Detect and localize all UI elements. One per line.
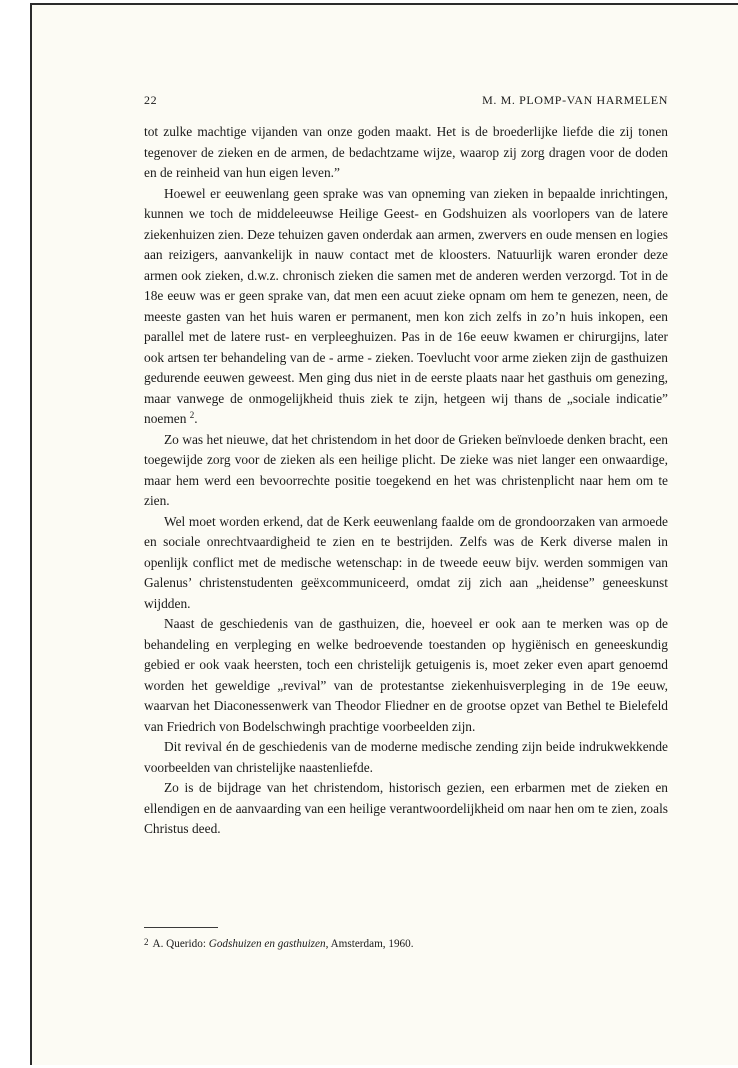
footnote-rest: Amsterdam, 1960. [330, 938, 414, 950]
paragraph [144, 737, 668, 778]
paragraph [144, 430, 668, 512]
paragraph-text: Wel moet worden erkend, dat de Kerk eeuwenlang faalde om de grondoorzaken van armoede en sociale onrechtvaardigheid te zien en te bestrijden. Zelfs was de Kerk diverse malen in openlijk conflict met de medische wetenschap: in de tweede eeuw bijv. werden sommigen van Galenus’ christenstudenten geëxcommuniceerd, omdat zij zich aan „heidense” geneeskunst wijdden. [144, 513, 668, 611]
paragraph-text: tot zulke machtige vijanden van onze goden maakt. Het is de broederlijke liefde die zij tonen tegenover de zieken en de armen, de bedachtzame wijze, waarop zij zorg dragen voor de doden en de reinheid van hun eigen leven.” [144, 124, 668, 180]
paragraph [144, 512, 668, 615]
running-head: M. M. PLOMP-VAN HARMELEN [482, 93, 668, 107]
footnote-title: Godshuizen en gasthuizen, [208, 938, 329, 950]
paragraph-end: . [194, 411, 198, 426]
page-number: 22 [144, 93, 158, 107]
paragraph [144, 122, 668, 184]
paragraph-text: Zo was het nieuwe, dat het christendom in het door de Grieken beïnvloede denken bracht, een toegewijde zorg voor de zieken als een heilige plicht. De zieke was niet langer een onwaardige, maar hem werd een bevoorrechte positie toegekend en het was christenplicht naar hem om te zien. [144, 431, 668, 508]
paragraph-text: Zo is de bijdrage van het christendom, historisch gezien, een erbarmen met de zieken en ellendigen en de aanvaarding van een heilige verantwoordelijkheid om naar hen om te zien, zoals Christus deed. [144, 780, 668, 836]
paragraph [144, 614, 668, 737]
page-header [144, 93, 668, 111]
paragraph-text: Dit revival én de geschiedenis van de moderne medische zending zijn beide indrukwekkende voorbeelden van christelijke naastenliefde. [144, 739, 668, 775]
footnote-divider [144, 927, 218, 928]
footnote-reference: 2 [189, 410, 195, 420]
body-text [144, 122, 668, 840]
footnote-mark: 2 [144, 937, 149, 947]
footnote [144, 934, 668, 952]
paragraph-text: Naast de geschiedenis van de gasthuizen, die, hoeveel er ook aan te merken was op de behandeling en verpleging en welke bedroevende toestanden op hygiënisch en geneeskundig gebied er ook vaak heersten, toch een christelijk getuigenis is, moet zeker even apart genoemd worden het geweldige „revival” van de protestantse ziekenhuisverpleging in de 19e eeuw, waarvan het Diaconessenwerk van Theodor Fliedner en de grootse opzet van Bethel te Bielefeld van Friedrich von Bodelschwingh prachtige voorbeelden zijn. [144, 616, 668, 734]
paragraph-text: Hoewel er eeuwenlang geen sprake was van opneming van zieken in bepaalde inrichtingen, kunnen we toch de middeleeuwse Heilige Geest- en Godshuizen als voorlopers van de latere ziekenhuizen zien. Deze tehuizen gaven onderdak aan armen, zwervers en oude mensen en logies aan reizigers, aanvankelijk in nauw contact met de kloosters. Natuurlijk waren eronder deze armen ook zieken, d.w.z. chronisch zieken die samen met de anderen werden verzorgd. Tot in de 18e eeuw was er geen sprake van, dat men een acuut zieke opnam om hem te genezen, neen, de meeste gasten van het huis waren er permanent, men kon zich zelfs in zo’n huis inkopen, een parallel met de latere rust- en verpleeghuizen. Pas in de 16e eeuw kwamen er chirurgijns, later ook artsen ter behandeling van de - arme - zieken. Toevlucht voor arme zieken zijn de gasthuizen gedurende eeuwen geweest. Men ging dus niet in de eerste plaats naar het gasthuis om genezing, maar vanwege de onmogelijkheid thuis ziek te zijn, hetgeen wij thans de „sociale indicatie” noemen [144, 185, 668, 426]
paragraph [144, 778, 668, 840]
footnote-author: A. Querido: [152, 938, 206, 950]
paragraph [144, 184, 668, 430]
